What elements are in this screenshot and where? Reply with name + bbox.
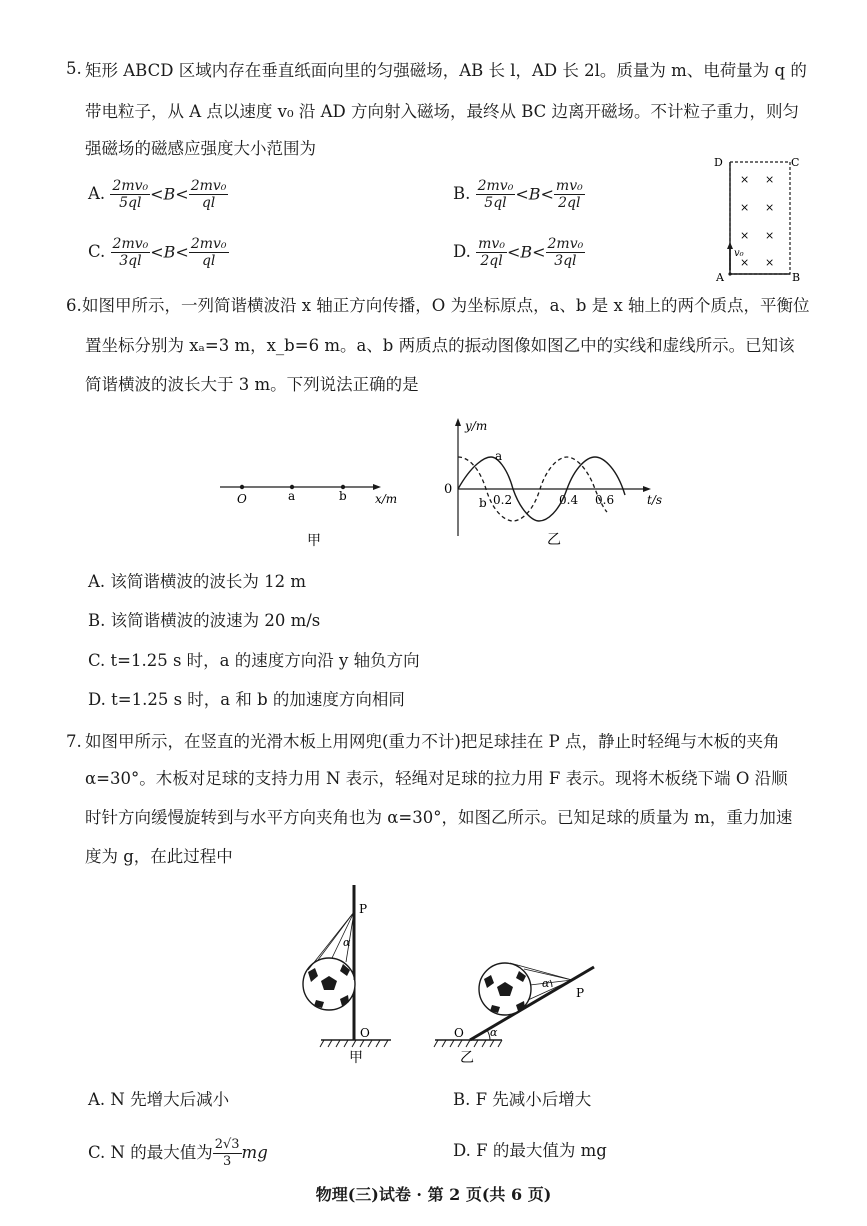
svg-text:×: × — [765, 229, 775, 242]
svg-text:×: × — [740, 256, 750, 269]
q5-option-a: A. $\frac{\text{2mv₀}}{5ql}$ <B< $\frac{\text{2mv₀}}{ql}$ — [88, 178, 227, 211]
q7-figure-yi — [432, 945, 612, 1065]
q7-line-4: 度为 g，在此过程中 — [85, 847, 233, 866]
label-D: D — [714, 156, 723, 169]
tick-0.4: 0.4 — [559, 493, 579, 507]
svg-text:×: × — [740, 173, 750, 186]
q7-option-b: B. F 先减小后增大 — [453, 1090, 592, 1109]
svg-text:×: × — [765, 256, 775, 269]
q6-line-2: 置坐标分别为 xₐ=3 m，x_b=6 m。a、b 两质点的振动图像如图乙中的实线和虚线所示。已知该 — [85, 336, 795, 355]
q5-line-3: 强磁场的磁感应强度大小范围为 — [85, 139, 316, 158]
q6-figure-jia — [215, 470, 405, 550]
label-a: a — [288, 489, 296, 503]
q7-option-c: C. N 的最大值为 $\frac{2√3}{3}$ mg — [88, 1137, 268, 1169]
q6-option-d: D. t=1.25 s 时，a 和 b 的加速度方向相同 — [88, 690, 405, 709]
q6-line-1: 如图甲所示，一列简谐横波沿 x 轴正方向传播，O 为坐标原点，a、b 是 x 轴上的两个质点，平衡位 — [82, 296, 810, 315]
caption-jia: 甲 — [307, 533, 321, 549]
svg-text:×: × — [765, 201, 775, 214]
label-v0: v₀ — [734, 248, 744, 259]
label-O: O — [454, 1026, 464, 1040]
label-P: P — [359, 902, 368, 916]
label-O: O — [360, 1026, 370, 1040]
q7-number: 7. — [66, 732, 82, 751]
label-alpha-board: α — [490, 1026, 498, 1039]
tick-0.6: 0.6 — [595, 493, 615, 507]
q6-option-a: A. 该简谐横波的波长为 12 m — [88, 572, 307, 591]
caption-yi: 乙 — [460, 1050, 474, 1065]
label-b: b — [339, 489, 347, 503]
label-a: a — [495, 449, 503, 463]
q7-line-1: 如图甲所示，在竖直的光滑木板上用网兜(重力不计)把足球挂在 P 点，静止时轻绳与木板的夹角 — [85, 732, 780, 751]
page-footer: 物理(三)试卷 · 第 2 页(共 6 页) — [315, 1185, 552, 1204]
q6-option-c: C. t=1.25 s 时，a 的速度方向沿 y 轴负方向 — [88, 651, 420, 670]
label-origin: 0 — [444, 482, 453, 497]
caption-jia: 甲 — [349, 1050, 363, 1065]
label-alpha-rope: α — [542, 977, 550, 990]
label-y-axis: y/m — [465, 419, 488, 433]
q6-line-3: 简谐横波的波长大于 3 m。下列说法正确的是 — [85, 375, 419, 394]
q7-line-3: 时针方向缓慢旋转到与水平方向夹角也为 α=30°，如图乙所示。已知足球的质量为 m，重力加速 — [85, 808, 793, 827]
label-alpha: α — [343, 936, 351, 949]
label-C: C — [791, 156, 800, 169]
q5-line-2: 带电粒子，从 A 点以速度 v₀ 沿 AD 方向射入磁场，最终从 BC 边离开磁场。不计粒子重力，则匀 — [85, 102, 800, 121]
q7-option-a: A. N 先增大后减小 — [88, 1090, 230, 1109]
label-b: b — [479, 496, 487, 510]
label-P: P — [576, 986, 585, 1000]
q7-option-d: D. F 的最大值为 mg — [453, 1141, 607, 1160]
label-B: B — [792, 271, 801, 284]
label-axis: x/m — [375, 492, 398, 506]
q6-number: 6. — [66, 296, 82, 315]
svg-text:×: × — [740, 201, 750, 214]
q7-figure-jia — [296, 880, 426, 1065]
q6-option-b: B. 该简谐横波的波速为 20 m/s — [88, 611, 321, 630]
q5-magnetic-field-figure — [710, 152, 810, 287]
tick-0.2: 0.2 — [493, 493, 513, 507]
label-t-axis: t/s — [647, 493, 663, 507]
q5-line-1: 矩形 ABCD 区域内存在垂直纸面向里的匀强磁场，AB 长 l，AD 长 2l。质量为 m、电荷量为 q 的 — [85, 61, 807, 80]
caption-yi: 乙 — [547, 532, 561, 548]
q7-line-2: α=30°。木板对足球的支持力用 N 表示，轻绳对足球的拉力用 F 表示。现将木板绕下端 O 沿顺 — [85, 769, 788, 788]
q5-option-d: D. $\frac{\text{mv₀}}{2ql}$ <B< $\frac{\text{2mv₀}}{3ql}$ — [453, 236, 584, 269]
q5-option-b: B. $\frac{\text{2mv₀}}{5ql}$ <B< $\frac{\text{mv₀}}{2ql}$ — [453, 178, 583, 211]
field-cross-marks — [740, 173, 774, 269]
label-A: A — [716, 271, 724, 284]
q5-option-c: C. $\frac{\text{2mv₀}}{3ql}$ <B< $\frac{\text{2mv₀}}{ql}$ — [88, 236, 227, 269]
svg-text:×: × — [765, 173, 775, 186]
q6-figure-yi — [435, 412, 675, 552]
q5-number: 5. — [66, 59, 82, 78]
svg-text:×: × — [740, 229, 750, 242]
label-O: O — [237, 492, 247, 506]
